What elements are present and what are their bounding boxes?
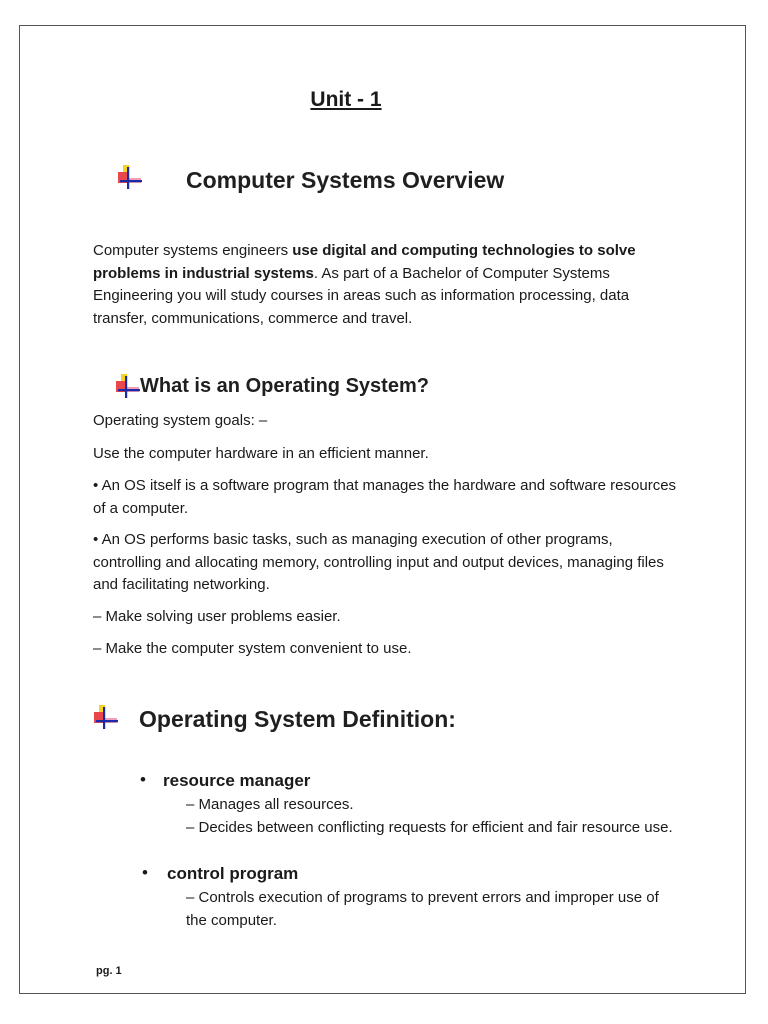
os-line: – Make the computer system convenient to use. [93, 640, 412, 657]
unit-title: Unit - 1 [310, 88, 382, 111]
overview-text-start: Computer systems engineers [93, 242, 293, 259]
os-line: – Make solving user problems easier. [93, 608, 341, 625]
definition-bullet: • [140, 770, 146, 789]
os-line: • An OS performs basic tasks, such as managing execution of other programs, controlling and allocating memory, controlling input and output devices, managing files and facilitating networking. [93, 531, 664, 593]
section-heading-what-is-os: What is an Operating System? [140, 375, 429, 397]
heading-bullet-icon [92, 705, 120, 731]
page-number: pg. 1 [96, 965, 122, 977]
definition-bullet: • [142, 863, 148, 882]
overview-paragraph [93, 240, 683, 330]
heading-bullet-icon [114, 374, 142, 400]
definition-item-title: resource manager [163, 771, 311, 790]
definition-item-title: control program [167, 864, 299, 883]
overview-text-bold: use digital and computing technologies to solve problems in industrial systems [93, 242, 636, 282]
section-heading-overview: Computer Systems Overview [186, 167, 505, 193]
os-goals-label: Operating system goals: – [93, 412, 268, 429]
definition-sub-line: – Decides between conflicting requests for efficient and fair resource use. [186, 819, 673, 836]
os-line: • An OS itself is a software program that manages the hardware and software resources of a computer. [93, 477, 677, 517]
overview-text-end: . As part of a Bachelor of Computer Systems Engineering you will study courses in areas such as information processing, data transfer, communications, commerce and travel. [93, 264, 630, 327]
section-heading-os-definition: Operating System Definition: [139, 706, 456, 732]
heading-bullet-icon [116, 165, 144, 191]
definition-sub-line: – Manages all resources. [186, 796, 354, 813]
definition-sub-line: – Controls execution of programs to prevent errors and improper use of the computer. [186, 889, 659, 929]
os-line: Use the computer hardware in an efficient manner. [93, 445, 429, 462]
